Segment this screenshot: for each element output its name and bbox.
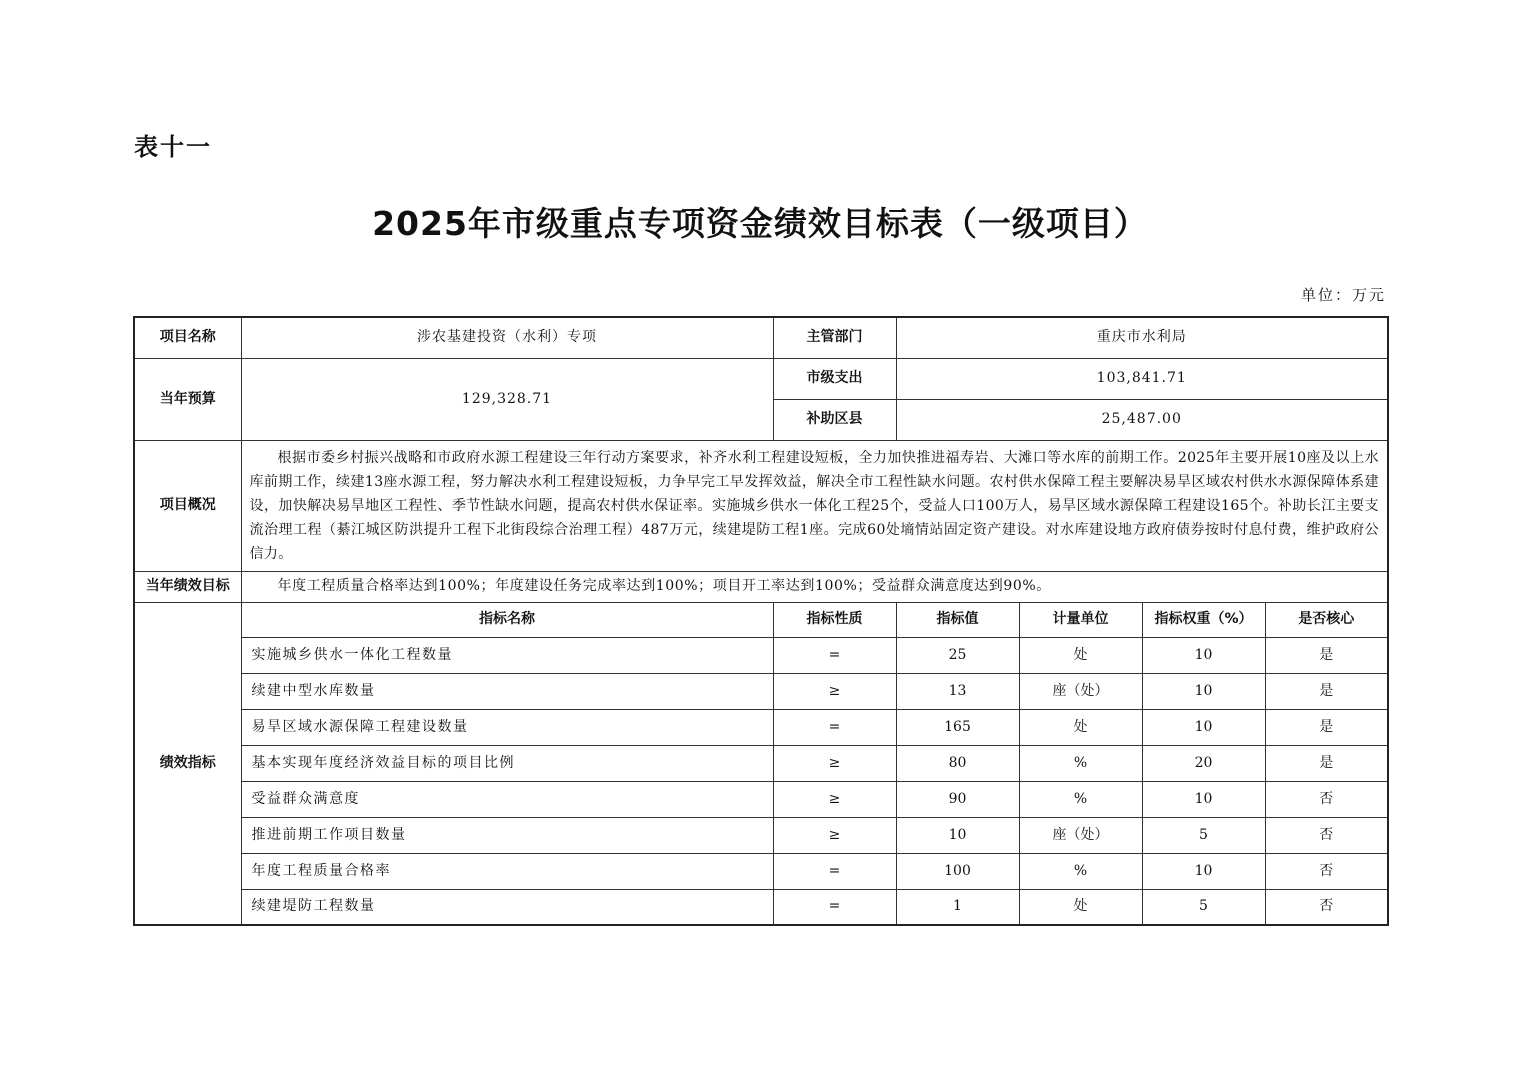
document-title: 2025年市级重点专项资金绩效目标表（一级项目） (372, 204, 1148, 243)
annual-goal-text: 年度工程质量合格率达到100%；年度建设任务完成率达到100%；项目开工率达到100%；受益群众满意度达到90%。 (241, 571, 1388, 602)
indicator-row (134, 637, 1388, 673)
indicator-row (134, 745, 1388, 781)
project-name-label: 项目名称 (134, 317, 241, 358)
indicator-row (134, 889, 1388, 925)
indicator-name: 实施城乡供水一体化工程数量 (241, 637, 773, 673)
city-expense-label: 市级支出 (773, 358, 896, 399)
indicator-value: 1 (896, 889, 1019, 925)
indicator-header-unit: 计量单位 (1019, 602, 1142, 637)
indicator-weight: 10 (1142, 781, 1265, 817)
indicator-header-row (134, 602, 1388, 637)
indicator-header-core: 是否核心 (1265, 602, 1388, 637)
budget-label: 当年预算 (134, 358, 241, 440)
indicator-name: 续建堤防工程数量 (241, 889, 773, 925)
performance-target-table (133, 316, 1389, 926)
indicator-operator: ≥ (773, 745, 896, 781)
indicator-weight: 10 (1142, 637, 1265, 673)
indicator-name: 易旱区域水源保障工程建设数量 (241, 709, 773, 745)
unit-label: 单位：万元 (1300, 286, 1386, 304)
indicator-operator: = (773, 889, 896, 925)
indicator-unit: 处 (1019, 709, 1142, 745)
indicator-row (134, 853, 1388, 889)
indicator-value: 100 (896, 853, 1019, 889)
indicator-row (134, 817, 1388, 853)
indicator-row (134, 781, 1388, 817)
budget-value: 129,328.71 (241, 358, 773, 440)
row-annual-goal (134, 571, 1388, 602)
indicators-section-label: 绩效指标 (134, 602, 241, 925)
indicator-value: 80 (896, 745, 1019, 781)
project-name-value: 涉农基建投资（水利）专项 (241, 317, 773, 358)
indicator-unit: % (1019, 781, 1142, 817)
indicator-header-weight: 指标权重（%） (1142, 602, 1265, 637)
department-label: 主管部门 (773, 317, 896, 358)
indicator-weight: 20 (1142, 745, 1265, 781)
indicator-weight: 10 (1142, 853, 1265, 889)
indicator-weight: 10 (1142, 673, 1265, 709)
row-budget-city (134, 358, 1388, 399)
indicator-core: 否 (1265, 853, 1388, 889)
indicator-weight: 5 (1142, 817, 1265, 853)
table-number: 表十一 (134, 133, 212, 161)
city-expense-value: 103,841.71 (896, 358, 1388, 399)
indicator-operator: ≥ (773, 817, 896, 853)
indicator-name: 年度工程质量合格率 (241, 853, 773, 889)
indicator-weight: 5 (1142, 889, 1265, 925)
indicator-row (134, 709, 1388, 745)
indicator-name: 受益群众满意度 (241, 781, 773, 817)
indicator-name: 推进前期工作项目数量 (241, 817, 773, 853)
indicator-core: 否 (1265, 781, 1388, 817)
indicator-value: 25 (896, 637, 1019, 673)
annual-goal-label: 当年绩效目标 (134, 571, 241, 602)
indicator-operator: = (773, 637, 896, 673)
county-subsidy-value: 25,487.00 (896, 399, 1388, 440)
indicator-header-name: 指标名称 (241, 602, 773, 637)
indicator-unit: % (1019, 853, 1142, 889)
county-subsidy-label: 补助区县 (773, 399, 896, 440)
indicator-name: 基本实现年度经济效益目标的项目比例 (241, 745, 773, 781)
indicator-operator: ≥ (773, 781, 896, 817)
indicator-operator: ≥ (773, 673, 896, 709)
indicator-row (134, 673, 1388, 709)
overview-label: 项目概况 (134, 440, 241, 571)
indicator-core: 是 (1265, 709, 1388, 745)
indicator-core: 是 (1265, 637, 1388, 673)
indicator-operator: = (773, 709, 896, 745)
indicator-value: 13 (896, 673, 1019, 709)
indicator-unit: % (1019, 745, 1142, 781)
indicator-unit: 处 (1019, 889, 1142, 925)
indicator-value: 90 (896, 781, 1019, 817)
department-value: 重庆市水利局 (896, 317, 1388, 358)
indicator-core: 否 (1265, 889, 1388, 925)
indicator-unit: 座（处） (1019, 817, 1142, 853)
indicator-header-value: 指标值 (896, 602, 1019, 637)
row-overview (134, 440, 1388, 571)
row-project-name (134, 317, 1388, 358)
indicator-weight: 10 (1142, 709, 1265, 745)
indicator-unit: 座（处） (1019, 673, 1142, 709)
indicator-value: 10 (896, 817, 1019, 853)
indicator-unit: 处 (1019, 637, 1142, 673)
indicator-core: 否 (1265, 817, 1388, 853)
indicator-operator: = (773, 853, 896, 889)
indicator-core: 是 (1265, 673, 1388, 709)
indicator-name: 续建中型水库数量 (241, 673, 773, 709)
indicator-value: 165 (896, 709, 1019, 745)
indicator-header-nature: 指标性质 (773, 602, 896, 637)
indicator-core: 是 (1265, 745, 1388, 781)
overview-text: 根据市委乡村振兴战略和市政府水源工程建设三年行动方案要求，补齐水利工程建设短板，全力加快推进福寿岩、大滩口等水库的前期工作。2025年主要开展10座及以上水库前期工作，续建13座水源工程，努力解决水利工程建设短板，力争早完工早发挥效益，解决全市工程性缺水问题。农村供水保障工程主要解决易旱区域农村供水水源保障体系建设，加快解决易旱地区工程性、季节性缺水问题，提高农村供水保证率。实施城乡供水一体化工程25个，受益人口100万人，易旱区域水源保障工程建设165个。补助长江主要支流治理工程（綦江城区防洪提升工程下北街段综合治理工程）487万元，续建堤防工程1座。完成60处墒情站固定资产建设。对水库建设地方政府债券按时付息付费，维护政府公信力。 (241, 440, 1388, 571)
